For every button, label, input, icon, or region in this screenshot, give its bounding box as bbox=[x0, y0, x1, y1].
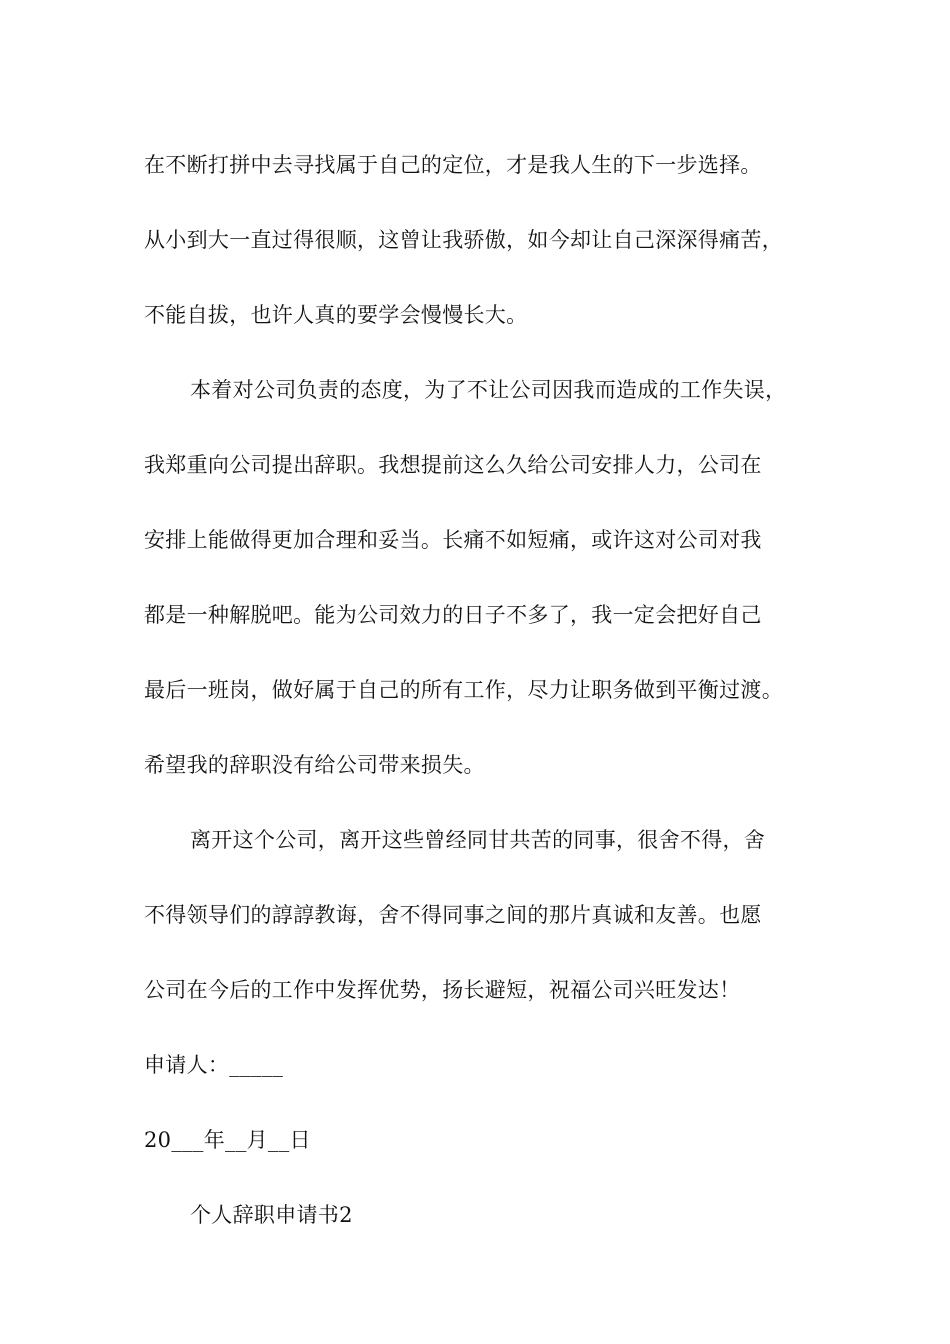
paragraph-line-1: 在不断打拼中去寻找属于自己的定位，才是我人生的下一步选择。 bbox=[144, 153, 762, 177]
paragraph-line-8: 最后一班岗，做好属于自己的所有工作，尽力让职务做到平衡过渡。 bbox=[144, 678, 783, 702]
paragraph-line-4: 本着对公司负责的态度，为了不让公司因我而造成的工作失误， bbox=[190, 378, 787, 402]
section-heading: 个人辞职申请书2 bbox=[190, 1203, 353, 1227]
paragraph-line-7: 都是一种解脱吧。能为公司效力的日子不多了，我一定会把好自己 bbox=[144, 603, 762, 627]
paragraph-line-12: 公司在今后的工作中发挥优势，扬长避短，祝福公司兴旺发达！ bbox=[144, 978, 741, 1002]
paragraph-line-10: 离开这个公司，离开这些曾经同甘共苦的同事，很舍不得，舍 bbox=[190, 828, 766, 852]
paragraph-line-9: 希望我的辞职没有给公司带来损失。 bbox=[144, 753, 485, 777]
applicant-signature-line: 申请人：_____ bbox=[144, 1053, 284, 1077]
letter-body bbox=[144, 128, 844, 1253]
paragraph-line-3: 不能自拔，也许人真的要学会慢慢长大。 bbox=[144, 303, 528, 327]
paragraph-line-11: 不得领导们的諄諄教诲，舍不得同事之间的那片真诚和友善。也愿 bbox=[144, 903, 762, 927]
date-line: 20___年__月__日 bbox=[144, 1128, 311, 1152]
paragraph-line-5: 我郑重向公司提出辞职。我想提前这么久给公司安排人力，公司在 bbox=[144, 453, 762, 477]
paragraph-line-2: 从小到大一直过得很顺，这曾让我骄傲，如今却让自己深深得痛苦， bbox=[144, 228, 783, 252]
paragraph-line-6: 安排上能做得更加合理和妥当。长痛不如短痛，或许这对公司对我 bbox=[144, 528, 762, 552]
